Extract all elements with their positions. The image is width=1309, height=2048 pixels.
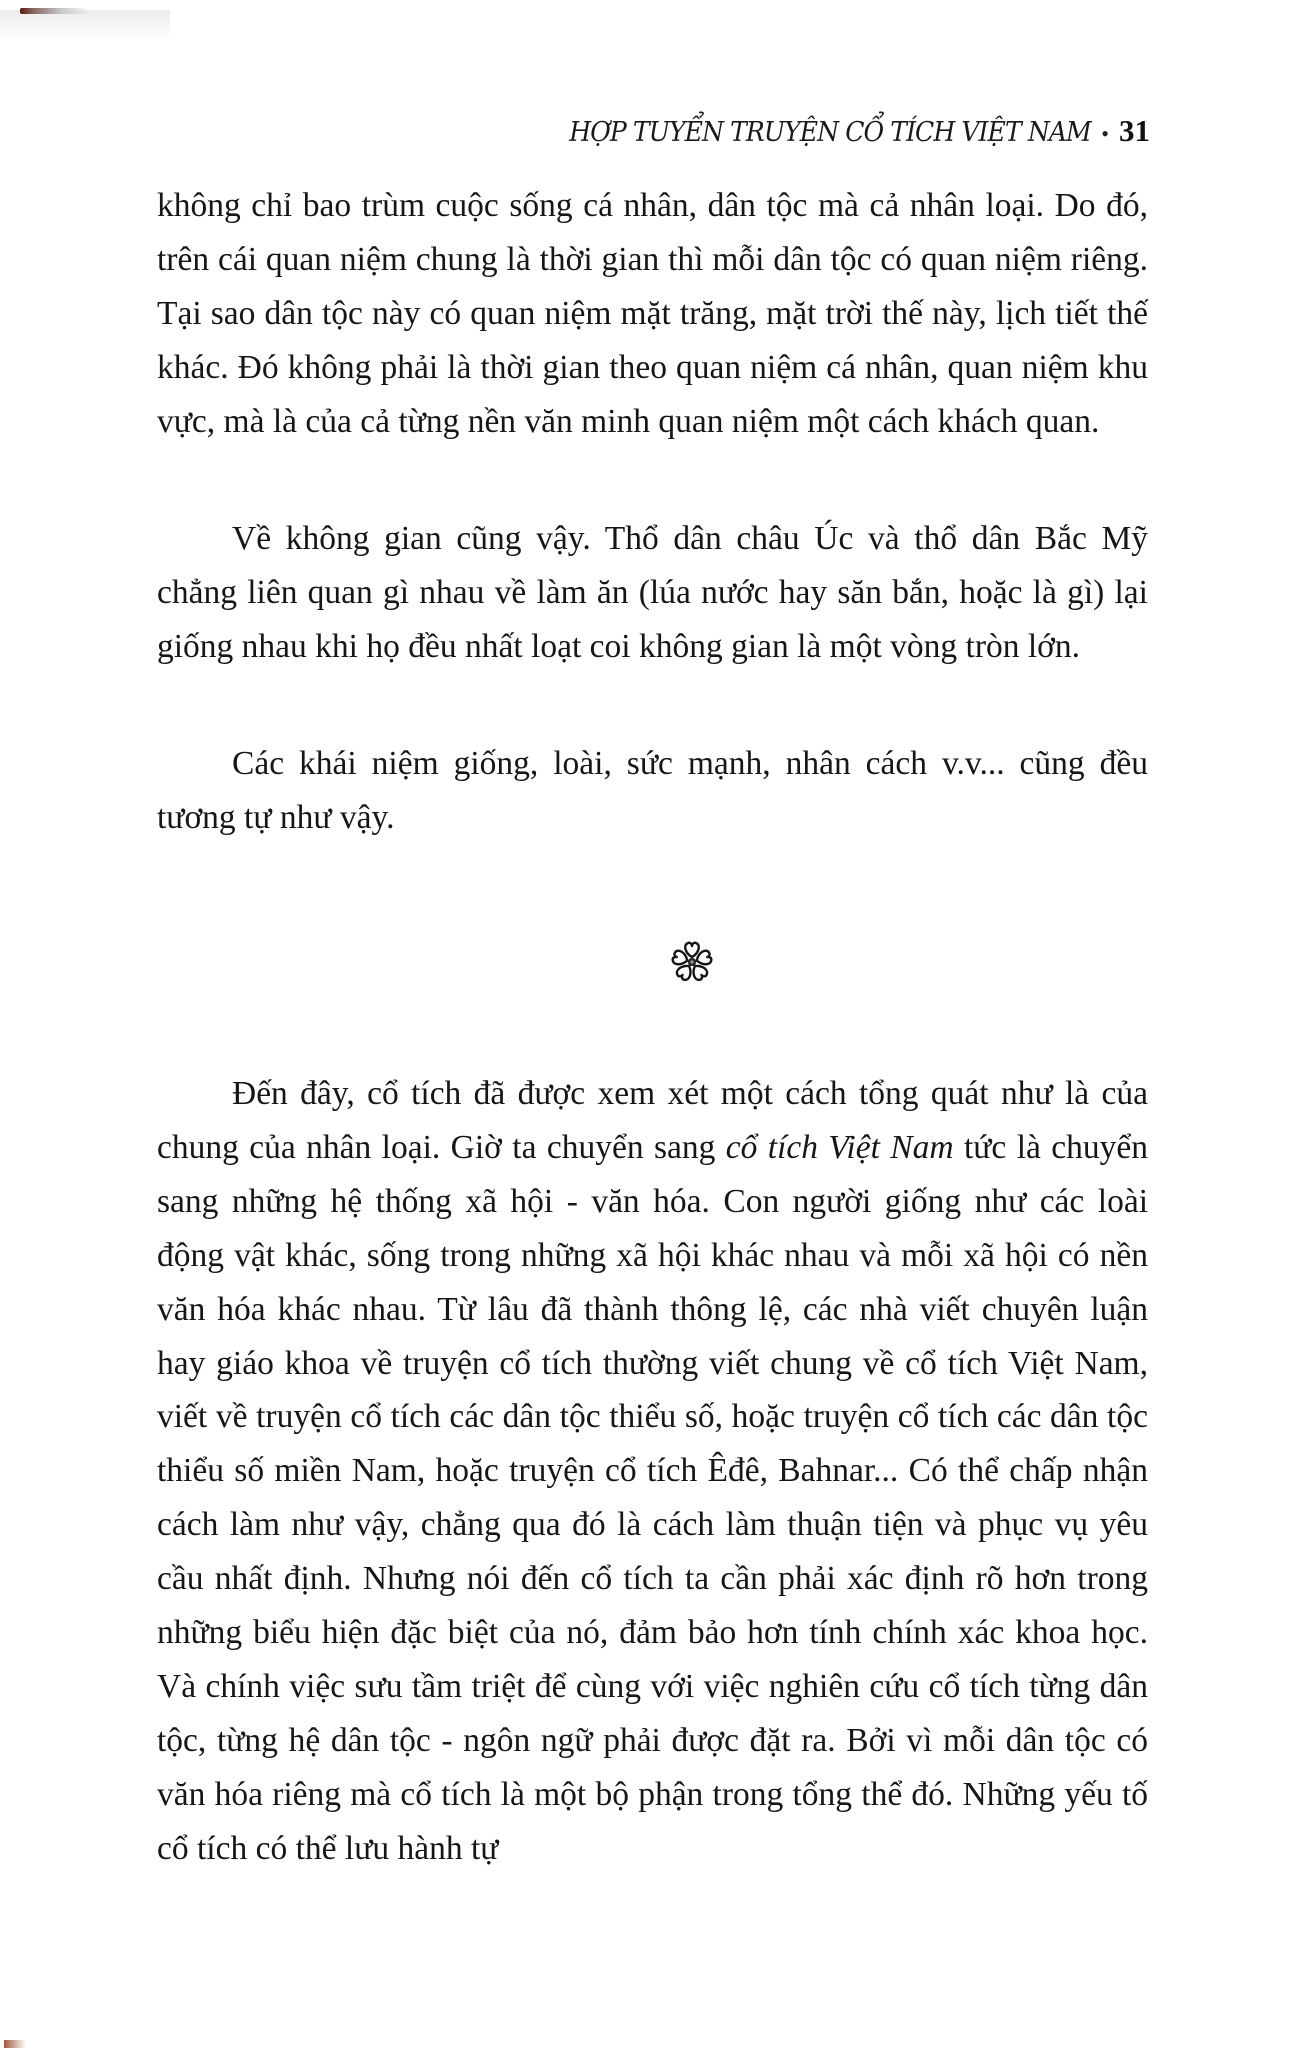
- paragraph: không chỉ bao trùm cuộc sống cá nhân, dân tộc mà cả nhân loại. Do đó, trên cái quan niệm chung là thời gian thì mỗi dân tộc có quan niệm riêng. Tại sao dân tộc này có quan niệm mặt trăng, mặt trời thế này, lịch tiết thế khác. Đó không phải là thời gian theo quan niệm cá nhân, quan niệm khu vực, mà là của cả từng nền văn minh quan niệm một cách khách quan.: [157, 187, 1148, 440]
- paragraph-text: Đến đây, cổ tích đã được xem xét một cách tổng quát như là của chung của nhân loại. Giờ ta chuyển sang: [157, 1075, 1148, 1166]
- flower-ornament-svg: [670, 940, 714, 984]
- petal: [685, 943, 699, 957]
- paragraph: [157, 1067, 1148, 1876]
- paragraph-block-2: [157, 512, 1148, 674]
- running-header: [540, 113, 1150, 157]
- paragraph-block-4: [157, 1067, 1148, 1876]
- paragraph-block-3: [157, 737, 1148, 845]
- paragraph-block-1: [157, 179, 1148, 449]
- paragraph: Về không gian cũng vậy. Thổ dân châu Úc và thổ dân Bắc Mỹ chẳng liên quan gì nhau về làm ăn (lúa nước hay săn bắn, hoặc là gì) lại giống nhau khi họ đều nhất loạt coi không gian là một vòng tròn lớn.: [157, 520, 1148, 665]
- scan-edge-shadow: [0, 10, 170, 40]
- flower-ornament-icon: [670, 940, 714, 984]
- scan-edge-mark-bottom: [4, 2040, 26, 2048]
- running-title: HỢP TUYỂN TRUYỆN CỔ TÍCH VIỆT NAM: [569, 117, 1092, 148]
- header-separator: •: [1101, 121, 1109, 146]
- paragraph-text: tức là chuyển sang những hệ thống xã hội - văn hóa. Con người giống như các loài động vật khác, sống trong những xã hội khác nhau và mỗi xã hội có nền văn hóa khác nhau. Từ lâu đã thành thông lệ, các nhà viết chuyên luận hay giáo khoa về truyện cổ tích thường viết chung về cổ tích Việt Nam, viết về truyện cổ tích các dân tộc thiểu số, hoặc truyện cổ tích các dân tộc thiểu số miền Nam, hoặc truyện cổ tích Êđê, Bahnar... Có thể chấp nhận cách làm như vậy, chẳng qua đó là cách làm thuận tiện và phục vụ yêu cầu nhất định. Nhưng nói đến cổ tích ta cần phải xác định rõ hơn trong những biểu hiện đặc biệt của nó, đảm bảo hơn tính chính xác khoa học. Và chính việc sưu tầm triệt để cùng với việc nghiên cứu cổ tích từng dân tộc, từng hệ dân tộc - ngôn ngữ phải được đặt ra. Bởi vì mỗi dân tộc có văn hóa riêng mà cổ tích là một bộ phận trong tổng thể đó. Những yếu tố cổ tích có thể lưu hành tự: [157, 1128, 1149, 1867]
- page-number: 31: [1119, 113, 1150, 148]
- flower-center-dot: [690, 960, 693, 963]
- paragraph: Các khái niệm giống, loài, sức mạnh, nhân cách v.v... cũng đều tương tự như vậy.: [157, 745, 1148, 836]
- scan-edge-mark: [20, 8, 90, 14]
- italic-term: cổ tích Việt Nam: [725, 1128, 954, 1166]
